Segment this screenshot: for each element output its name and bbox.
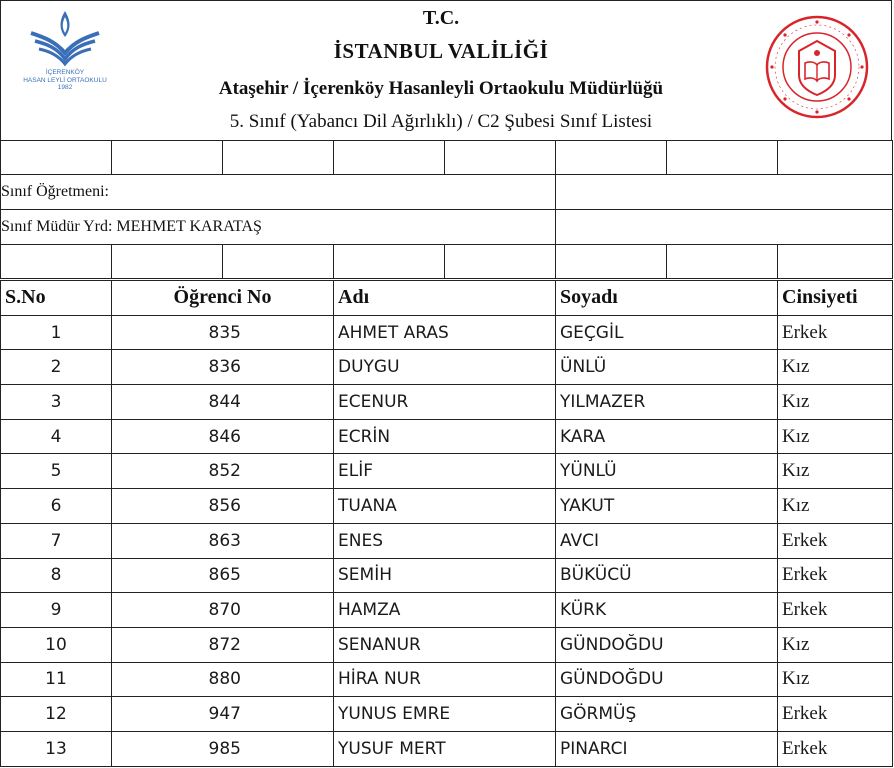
cell-student-no: 985 <box>112 731 334 766</box>
table-row <box>1 523 893 558</box>
cell-name: HİRA NUR <box>334 662 556 697</box>
cell-sno: 7 <box>1 523 112 558</box>
column-header-gender: Cinsiyeti <box>778 281 893 316</box>
title-school: Ataşehir / İçerenköy Hasanleyli Ortaokulu Müdürlüğü <box>218 78 664 99</box>
class-teacher-label: Sınıf Öğretmeni: <box>1 175 556 210</box>
teacher-row <box>1 175 893 210</box>
blank-row <box>1 245 893 279</box>
cell-gender: Kız <box>778 419 893 454</box>
title-class-list: 5. Sınıf (Yabancı Dil Ağırlıklı) / C2 Şubesi Sınıf Listesi <box>229 111 653 132</box>
cell-gender: Erkek <box>778 731 893 766</box>
cell-student-no: 870 <box>112 593 334 628</box>
title-tc: T.C. <box>422 7 460 29</box>
cell-surname: YAKUT <box>556 489 778 524</box>
vice-principal-label: Sınıf Müdür Yrd: MEHMET KARATAŞ <box>1 210 556 245</box>
column-header-surname: Soyadı <box>556 281 778 316</box>
cell-student-no: 947 <box>112 697 334 732</box>
cell-gender: Erkek <box>778 593 893 628</box>
cell-name: SENANUR <box>334 627 556 662</box>
cell-sno: 9 <box>1 593 112 628</box>
cell-surname: BÜKÜCÜ <box>556 558 778 593</box>
school-logo <box>7 7 123 103</box>
cell-student-no: 846 <box>112 419 334 454</box>
table-row <box>1 558 893 593</box>
logo-text-line3: 1982 <box>57 84 73 91</box>
vice-principal-row <box>1 210 893 245</box>
table-row <box>1 593 893 628</box>
blank-row <box>1 141 893 175</box>
cell-surname: GÜNDOĞDU <box>556 662 778 697</box>
cell-name: YUSUF MERT <box>334 731 556 766</box>
logo-text-line2: HASAN LEYLİ ORTAOKULU <box>23 76 107 84</box>
cell-name: ECRİN <box>334 419 556 454</box>
column-header-student-no: Öğrenci No <box>112 281 334 316</box>
cell-name: SEMİH <box>334 558 556 593</box>
column-header-sno: S.No <box>1 281 112 316</box>
table-row <box>1 489 893 524</box>
cell-name: ELİF <box>334 454 556 489</box>
cell-student-no: 865 <box>112 558 334 593</box>
ministry-seal-icon <box>765 15 869 119</box>
cell-sno: 1 <box>1 315 112 350</box>
cell-surname: KARA <box>556 419 778 454</box>
cell-surname: GÖRMÜŞ <box>556 697 778 732</box>
table-header-row <box>1 281 893 316</box>
cell-name: TUANA <box>334 489 556 524</box>
table-row <box>1 697 893 732</box>
cell-student-no: 872 <box>112 627 334 662</box>
cell-gender: Kız <box>778 627 893 662</box>
cell-sno: 13 <box>1 731 112 766</box>
cell-gender: Erkek <box>778 697 893 732</box>
table-row <box>1 662 893 697</box>
cell-surname: AVCI <box>556 523 778 558</box>
table-row <box>1 731 893 766</box>
cell-surname: GÜNDOĞDU <box>556 627 778 662</box>
cell-gender: Erkek <box>778 523 893 558</box>
cell-student-no: 863 <box>112 523 334 558</box>
table-row <box>1 350 893 385</box>
student-rows <box>1 315 893 766</box>
cell-surname: GEÇGİL <box>556 315 778 350</box>
logo-text-line1: İÇERENKÖY <box>45 69 85 76</box>
cell-name: ENES <box>334 523 556 558</box>
document-header <box>0 0 892 140</box>
cell-sno: 3 <box>1 385 112 420</box>
cell-surname: YILMAZER <box>556 385 778 420</box>
cell-surname: KÜRK <box>556 593 778 628</box>
cell-surname: PINARCI <box>556 731 778 766</box>
cell-surname: YÜNLÜ <box>556 454 778 489</box>
cell-gender: Erkek <box>778 558 893 593</box>
cell-name: YUNUS EMRE <box>334 697 556 732</box>
cell-sno: 2 <box>1 350 112 385</box>
cell-name: HAMZA <box>334 593 556 628</box>
cell-name: ECENUR <box>334 385 556 420</box>
cell-sno: 10 <box>1 627 112 662</box>
cell-sno: 11 <box>1 662 112 697</box>
table-row <box>1 454 893 489</box>
info-grid <box>0 140 893 279</box>
cell-gender: Kız <box>778 489 893 524</box>
cell-gender: Kız <box>778 385 893 420</box>
cell-sno: 8 <box>1 558 112 593</box>
table-row <box>1 315 893 350</box>
cell-student-no: 856 <box>112 489 334 524</box>
table-row <box>1 627 893 662</box>
class-teacher-value <box>556 175 893 210</box>
cell-surname: ÜNLÜ <box>556 350 778 385</box>
cell-gender: Kız <box>778 350 893 385</box>
vice-principal-value <box>556 210 893 245</box>
cell-sno: 6 <box>1 489 112 524</box>
cell-student-no: 835 <box>112 315 334 350</box>
cell-sno: 12 <box>1 697 112 732</box>
book-flame-icon <box>25 7 105 67</box>
column-header-name: Adı <box>334 281 556 316</box>
cell-student-no: 880 <box>112 662 334 697</box>
cell-student-no: 836 <box>112 350 334 385</box>
cell-student-no: 852 <box>112 454 334 489</box>
cell-name: DUYGU <box>334 350 556 385</box>
table-row <box>1 419 893 454</box>
cell-gender: Erkek <box>778 315 893 350</box>
cell-sno: 4 <box>1 419 112 454</box>
cell-name: AHMET ARAS <box>334 315 556 350</box>
cell-gender: Kız <box>778 454 893 489</box>
student-table <box>0 280 893 767</box>
table-row <box>1 385 893 420</box>
cell-gender: Kız <box>778 662 893 697</box>
title-governorship: İSTANBUL VALİLİĞİ <box>333 39 549 63</box>
cell-student-no: 844 <box>112 385 334 420</box>
cell-sno: 5 <box>1 454 112 489</box>
